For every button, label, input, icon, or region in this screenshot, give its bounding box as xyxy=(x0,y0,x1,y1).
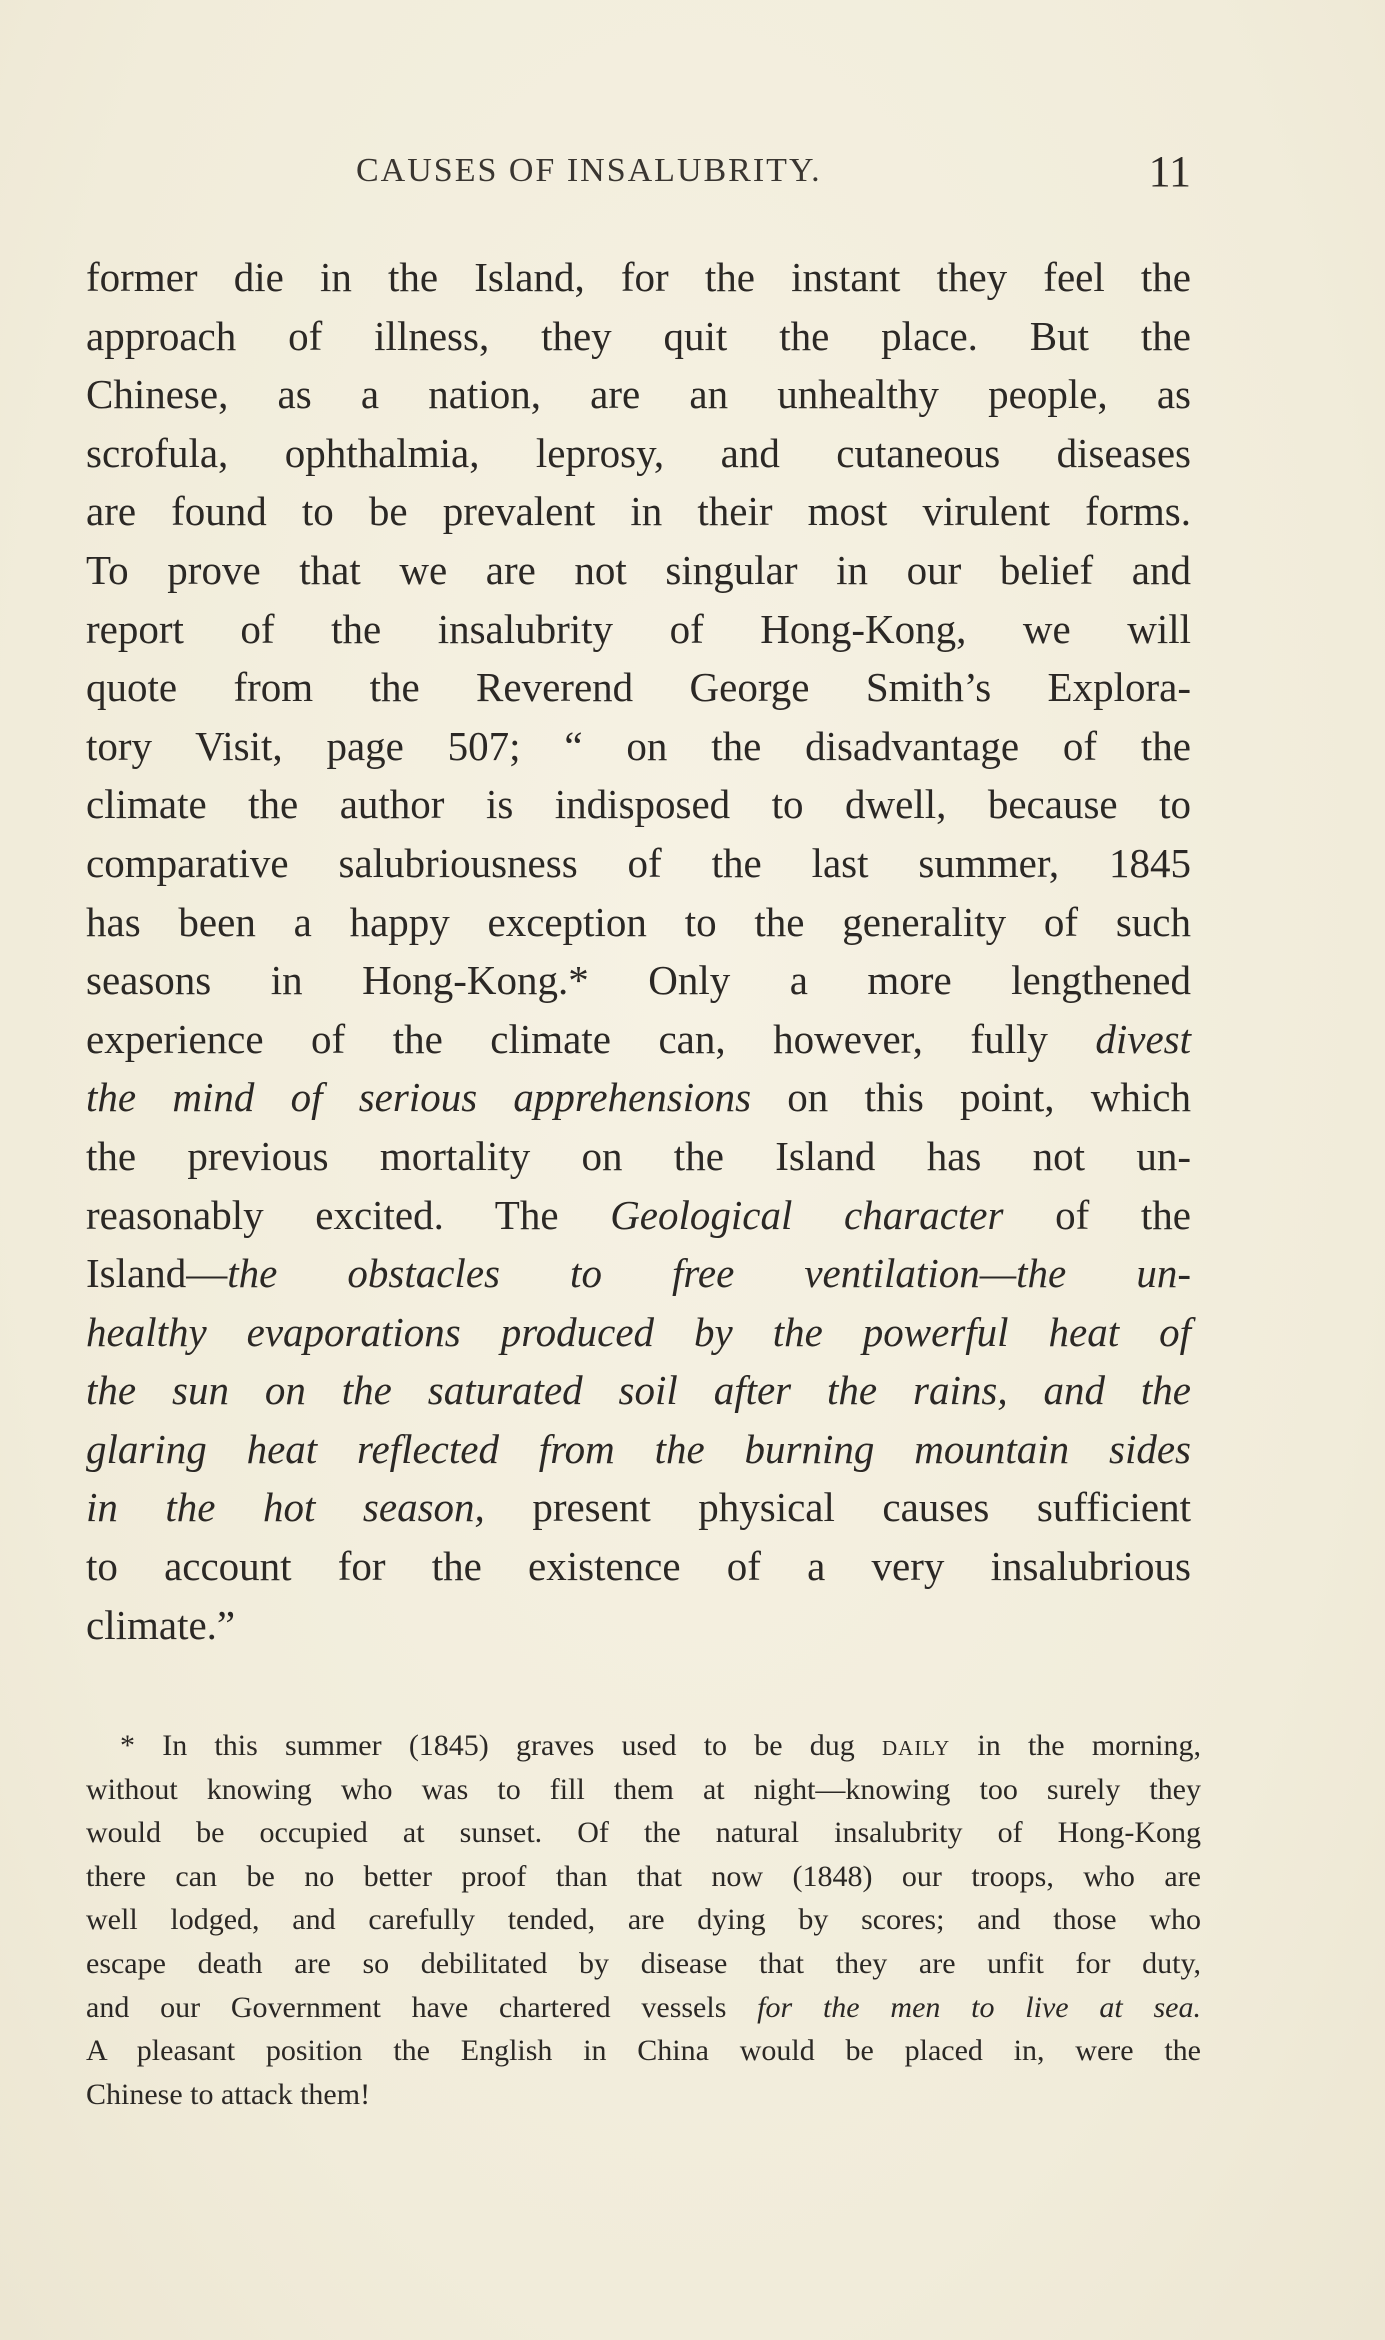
text-line: climate the author is indisposed to dwell, because to xyxy=(86,781,1191,828)
footnote-line: there can be no better proof than that now (1848) our troops, who are xyxy=(86,1859,1201,1893)
text-segment: experience of the climate can, however, fully xyxy=(86,1015,1096,1062)
text-line: are found to be prevalent in their most virulent forms. xyxy=(86,488,1191,535)
text-segment: on this point, which xyxy=(751,1074,1191,1121)
text-line xyxy=(86,1186,1191,1245)
text-line: comparative salubriousness of the last summer, 1845 xyxy=(86,839,1191,886)
footnote-line: without knowing who was to fill them at night—knowing too surely they xyxy=(86,1772,1201,1806)
text-line xyxy=(86,1303,1191,1362)
text-line xyxy=(86,1420,1191,1479)
italic-text: in the hot season, xyxy=(86,1484,485,1531)
footnote-line: well lodged, and carefully tended, are dying by scores; and those who xyxy=(86,1903,1201,1937)
italic-text: divest xyxy=(1095,1015,1191,1062)
italic-text: the mind of serious apprehensions xyxy=(86,1074,752,1121)
italic-text: for the men to live at sea. xyxy=(757,1990,1201,2024)
text-line xyxy=(86,1010,1191,1069)
main-text xyxy=(86,248,1191,1654)
footnote-line: A pleasant position the English in China would be placed in, were the xyxy=(86,2034,1201,2068)
small-caps-text: daily xyxy=(882,1729,951,1762)
text-line: to account for the existence of a very insalubrious xyxy=(86,1543,1191,1590)
text-segment: and our Government have chartered vessels xyxy=(86,1990,758,2024)
italic-text: the obstacles to free ventilation—the un- xyxy=(227,1250,1191,1297)
text-segment: reasonably excited. The xyxy=(86,1191,611,1238)
text-line: approach of illness, they quit the place. But the xyxy=(86,312,1191,359)
text-line xyxy=(86,1068,1191,1127)
running-head: CAUSES OF INSALUBRITY. xyxy=(356,152,822,189)
footnote-line: would be occupied at sunset. Of the natural insalubrity of Hong-Kong xyxy=(86,1816,1201,1850)
footnote-line xyxy=(86,1986,1201,2030)
italic-text: healthy evaporations produced by the powerful heat of xyxy=(86,1308,1191,1355)
text-line: former die in the Island, for the instant they feel the xyxy=(86,254,1191,300)
text-segment: Island— xyxy=(86,1250,228,1297)
text-line: To prove that we are not singular in our belief and xyxy=(86,546,1191,593)
footnote-line: escape death are so debilitated by disease that they are unfit for duty, xyxy=(86,1946,1201,1980)
footnote-line: Chinese to attack them! xyxy=(86,2077,371,2111)
text-line: quote from the Reverend George Smith’s Explora- xyxy=(86,664,1191,711)
text-segment: present physical causes sufficient xyxy=(484,1484,1192,1531)
italic-text: Geological character xyxy=(610,1191,1004,1238)
text-line: tory Visit, page 507; “ on the disadvantage of the xyxy=(86,722,1191,769)
text-line xyxy=(86,1478,1191,1537)
text-segment: of the xyxy=(1003,1191,1191,1238)
text-line: the previous mortality on the Island has not un- xyxy=(86,1132,1191,1179)
footnote-line xyxy=(86,1724,1201,1768)
footnote xyxy=(86,1724,1201,2116)
text-line: report of the insalubrity of Hong-Kong, we will xyxy=(86,605,1191,652)
italic-text: the sun on the saturated soil after the rains, and the xyxy=(86,1367,1191,1414)
text-segment: * In this summer (1845) graves used to be dug xyxy=(120,1729,882,1762)
text-segment: in the morning, xyxy=(950,1729,1201,1762)
text-line xyxy=(86,1361,1191,1420)
page-header xyxy=(86,148,1191,198)
text-line: climate.” xyxy=(86,1601,236,1648)
text-line: has been a happy exception to the generality of such xyxy=(86,898,1191,945)
page-number: 11 xyxy=(1148,147,1191,196)
text-line: seasons in Hong-Kong.* Only a more lengthened xyxy=(86,957,1191,1004)
text-line: Chinese, as a nation, are an unhealthy people, as xyxy=(86,371,1191,418)
italic-text: glaring heat reflected from the burning mountain sides xyxy=(86,1425,1191,1472)
text-line xyxy=(86,1244,1191,1303)
text-line: scrofula, ophthalmia, leprosy, and cutaneous diseases xyxy=(86,429,1191,476)
